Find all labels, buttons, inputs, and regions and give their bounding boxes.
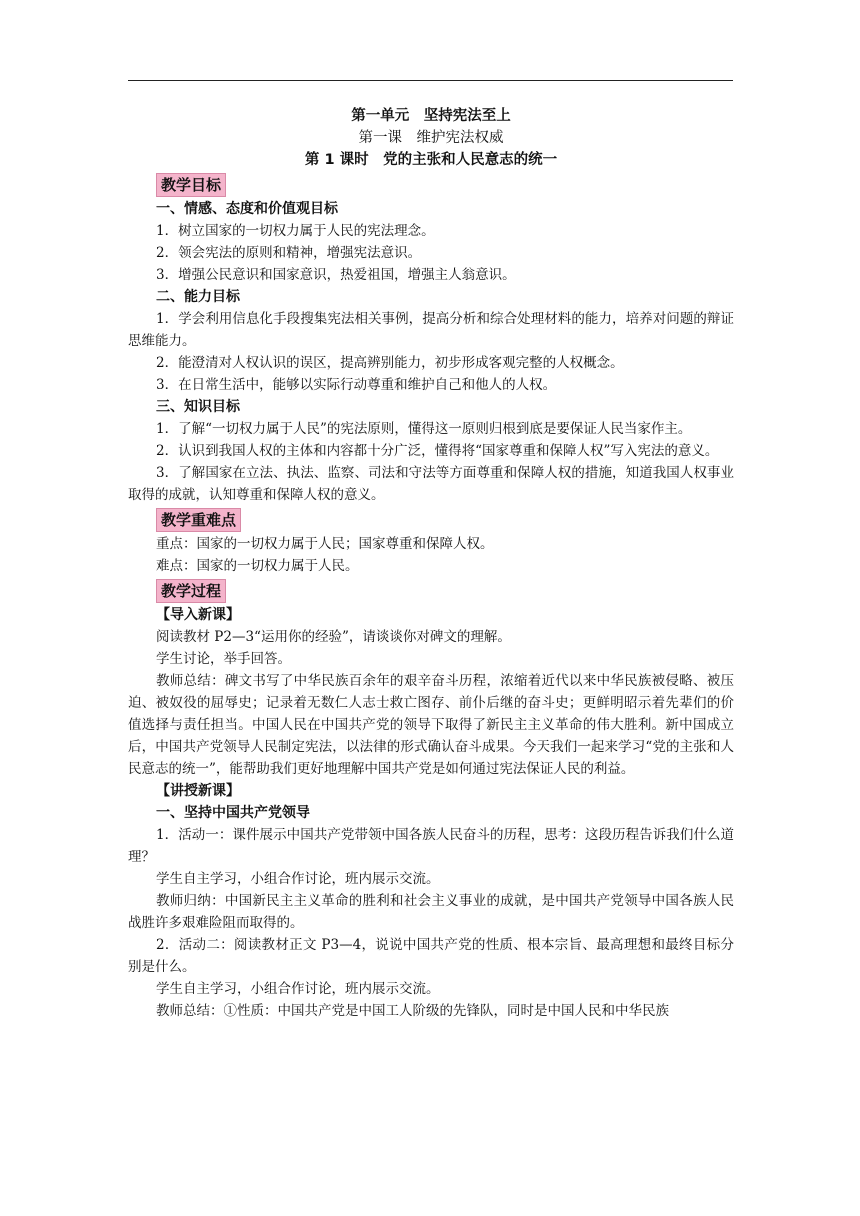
keypoints-label: 教学重难点	[156, 508, 241, 532]
intro-paragraph: 学生讨论，举手回答。	[156, 651, 291, 667]
section-heading: 一、坚持中国共产党领导	[156, 805, 310, 821]
objectives-label: 教学目标	[156, 173, 226, 197]
lecture-paragraph: 2．活动二：阅读教材正文 P3—4，说说中国共产党的性质、根本宗旨、最高理想和最终目标分别是什么。	[128, 937, 734, 975]
lecture-paragraph: 教师总结：①性质：中国共产党是中国工人阶级的先锋队，同时是中国人民和中华民族	[156, 1003, 669, 1019]
header-rule	[128, 80, 733, 81]
knowledge-item: 1．了解“一切权力属于人民”的宪法原则，懂得这一原则归根到底是要保证人民当家作主。	[156, 421, 692, 437]
ability-item: 1．学会利用信息化手段搜集宪法相关事例，提高分析和综合处理材料的能力，培养对问题的辩证思维能力。	[128, 311, 734, 349]
lecture-paragraph: 教师归纳：中国新民主主义革命的胜利和社会主义事业的成就，是中国共产党领导中国各族人民战胜许多艰难险阻而取得的。	[128, 893, 734, 931]
intro-paragraph: 教师总结：碑文书写了中华民族百余年的艰辛奋斗历程，浓缩着近代以来中华民族被侵略、被压迫、被奴役的屈辱史；记录着无数仁人志士救亡图存、前仆后继的奋斗史；更鲜明昭示着先辈们的价值选择与责任担当。中国人民在中国共产党的领导下取得了新民主主义革命的伟大胜利。新中国成立后，中国共产党领导人民制定宪法，以法律的形式确认奋斗成果。今天我们一起来学习“党的主张和人民意志的统一”，能帮助我们更好地理解中国共产党是如何通过宪法保证人民的利益。	[128, 673, 734, 777]
emotion-item: 3．增强公民意识和国家意识，热爱祖国，增强主人翁意识。	[156, 267, 516, 283]
lecture-paragraph: 1．活动一：课件展示中国共产党带领中国各族人民奋斗的历程，思考：这段历程告诉我们什么道理？	[128, 827, 734, 865]
unit-title: 第一单元 坚持宪法至上	[351, 108, 511, 124]
ability-heading: 二、能力目标	[156, 289, 240, 305]
lecture-paragraph: 学生自主学习，小组合作讨论，班内展示交流。	[156, 981, 440, 997]
emotion-item: 1．树立国家的一切权力属于人民的宪法理念。	[156, 223, 435, 239]
period-title: 第 1 课时 党的主张和人民意志的统一	[304, 152, 558, 168]
process-label: 教学过程	[156, 579, 226, 603]
lecture-paragraph: 学生自主学习，小组合作讨论，班内展示交流。	[156, 871, 440, 887]
ability-item: 2．能澄清对人权认识的误区，提高辨别能力，初步形成客观完整的人权概念。	[156, 355, 624, 371]
intro-paragraph: 阅读教材 P2—3“运用你的经验”，请谈谈你对碑文的理解。	[156, 629, 511, 645]
ability-item: 3．在日常生活中，能够以实际行动尊重和维护自己和他人的人权。	[156, 377, 557, 393]
key-point: 重点：国家的一切权力属于人民；国家尊重和保障人权。	[156, 536, 494, 552]
knowledge-item: 2．认识到我国人权的主体和内容都十分广泛，懂得将“国家尊重和保障人权”写入宪法的意义。	[156, 443, 719, 459]
document-body	[128, 105, 734, 1022]
knowledge-heading: 三、知识目标	[156, 399, 240, 415]
lesson-title: 第一课 维护宪法权威	[358, 130, 504, 146]
emotion-heading: 一、情感、态度和价值观目标	[156, 201, 338, 217]
knowledge-item: 3．了解国家在立法、执法、监察、司法和守法等方面尊重和保障人权的措施，知道我国人权事业取得的成就，认知尊重和保障人权的意义。	[128, 465, 734, 503]
emotion-item: 2．领会宪法的原则和精神，增强宪法意识。	[156, 245, 422, 261]
difficulty-point: 难点：国家的一切权力属于人民。	[156, 558, 359, 574]
lecture-heading: 【讲授新课】	[156, 783, 240, 799]
intro-heading: 【导入新课】	[156, 607, 240, 623]
